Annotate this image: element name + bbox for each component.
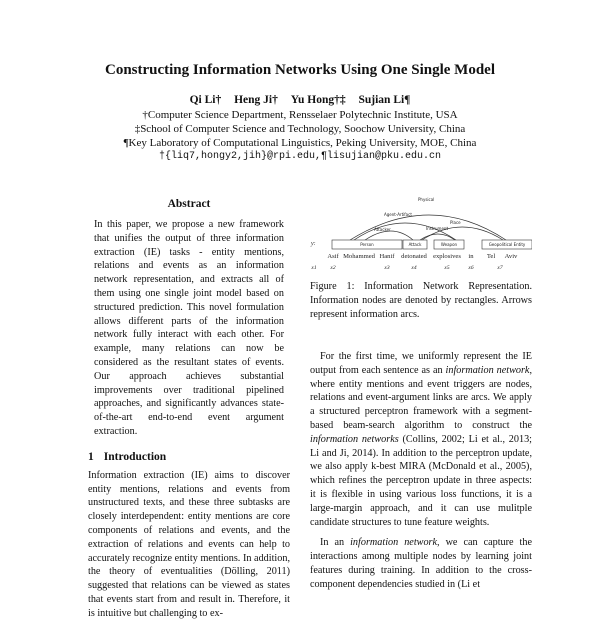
body-paragraph: [310, 350, 532, 529]
section-heading: [88, 451, 290, 463]
x-label-7: x7: [497, 265, 503, 271]
information-network-figure: [310, 196, 532, 274]
section-number: 1: [88, 450, 94, 463]
paper-title: Constructing Information Networks Using One Single Model: [104, 62, 495, 78]
token-tel: Tel: [486, 253, 496, 260]
emphasis-term: information network: [350, 537, 438, 549]
node-label-person: Person: [360, 242, 374, 247]
arc-label-attacker: Attacker: [374, 227, 391, 232]
left-column: [88, 198, 290, 621]
affiliation-soochow: ‡School of Computer Science and Technology, Soochow University, China: [134, 123, 466, 135]
arc-attacker: [365, 231, 413, 240]
x-label-6: x6: [468, 265, 474, 271]
node-label-gpe: Geopolitical Entity: [488, 242, 526, 247]
intro-paragraph: Information extraction (IE) aims to discover entity mentions, relations and events from unstructured texts, and these three subtasks are closely interdependent: entity mentions are core components of relations and events, and the extraction of relations and events can help to accurately recognize entity mentions. In addition, the theory of eventualities (Dölling, 2011) suggested that relations can be viewed as states that events start from and result in. Therefore, it is intuitive but challenging to ex-: [88, 469, 290, 619]
x-label-1: x1: [311, 265, 317, 271]
abstract-text: In this paper, we propose a new framework that unifies the output of three information extraction (IE) tasks - entity mentions, relations and events as an information network representation, and extracts all of them using one single joint model based on structured prediction. This novel formulation allows different parts of the information network fully interact with each other. For example, many relations can now be considered as the resultant states of events. Our approach achieves substantial improvements over traditional pipelined approaches, and significantly advances state-of-the-art end-to-end event argument extraction.: [94, 219, 284, 437]
figure-caption: Figure 1: Information Network Representation. Information nodes are denoted by rectangles. Arrows represent information arcs.: [310, 281, 532, 320]
arc-label-physical: Physical: [418, 197, 435, 202]
text-run: , where entity mentions and event triggers are nodes, relations and event-argument links are arcs. We apply a structured perceptron framework with a segment-based beam-search algorithm to construct the: [310, 364, 533, 431]
token-asif: Asif: [327, 253, 339, 260]
affiliation-rpi: †Computer Science Department, Rensselaer Polytechnic Institute, USA: [142, 109, 458, 121]
section-title-text: Introduction: [103, 450, 167, 463]
text-run: For the first time, we uniformly represent the IE output from each sentence as an: [310, 351, 532, 376]
x-label-2: x2: [330, 265, 336, 271]
author-name: Yu Hong†‡: [290, 94, 346, 106]
x-label-3: x3: [384, 265, 390, 271]
text-run: In an: [320, 537, 351, 549]
x-label-4: x4: [411, 265, 417, 271]
arc-label-instrument: Instrument: [426, 226, 449, 231]
author-name: Sujian Li¶: [358, 94, 411, 106]
author-name: Qi Li†: [189, 94, 222, 106]
affiliation-peking: ¶Key Laboratory of Computational Linguistics, Peking University, MOE, China: [123, 137, 477, 149]
node-label-weapon: Weapon: [440, 242, 458, 247]
emphasis-term: information networks: [310, 433, 399, 445]
x-label-5: x5: [444, 265, 450, 271]
author-name: Heng Ji†: [234, 94, 278, 106]
text-run: , we can capture the interactions among multiple nodes by learning joint features during training. In addition to the cross-component dependencies studied in (Li et: [310, 537, 532, 590]
arc-label-place: Place: [450, 220, 461, 225]
token-in: in: [468, 253, 474, 260]
abstract-heading: Abstract: [167, 198, 211, 210]
text-run: (Collins, 2002; Li et al., 2013; Li and Ji, 2014). In addition to the perceptron update, we also apply k-best MIRA (McDonald et al., 2005), which refines the perceptron update in three aspects: it is flexible in using various loss functions, it is a large-margin approach, and it can use mulitple candidate structures to tune feature weights.: [310, 433, 533, 528]
right-column: [310, 350, 532, 592]
author-list: [0, 94, 600, 106]
emphasis-term: information network: [445, 364, 530, 376]
node-label-attack: Attack: [408, 242, 422, 247]
token-explosives: explosives: [433, 253, 461, 260]
body-paragraph: [310, 536, 532, 591]
token-hanif: Hanif: [379, 253, 395, 260]
row-label-y: y:: [311, 241, 316, 247]
arc-instrument: [420, 234, 455, 240]
author-emails: †{liq7,hongy2,jih}@rpi.edu,¶lisujian@pku.edu.cn: [158, 151, 442, 162]
token-detonated: detonated: [401, 253, 427, 260]
arc-label-agent-artifact: Agent-Artifact: [384, 212, 412, 217]
token-mohammed: Mohammed: [343, 253, 375, 260]
token-aviv: Aviv: [504, 253, 518, 260]
